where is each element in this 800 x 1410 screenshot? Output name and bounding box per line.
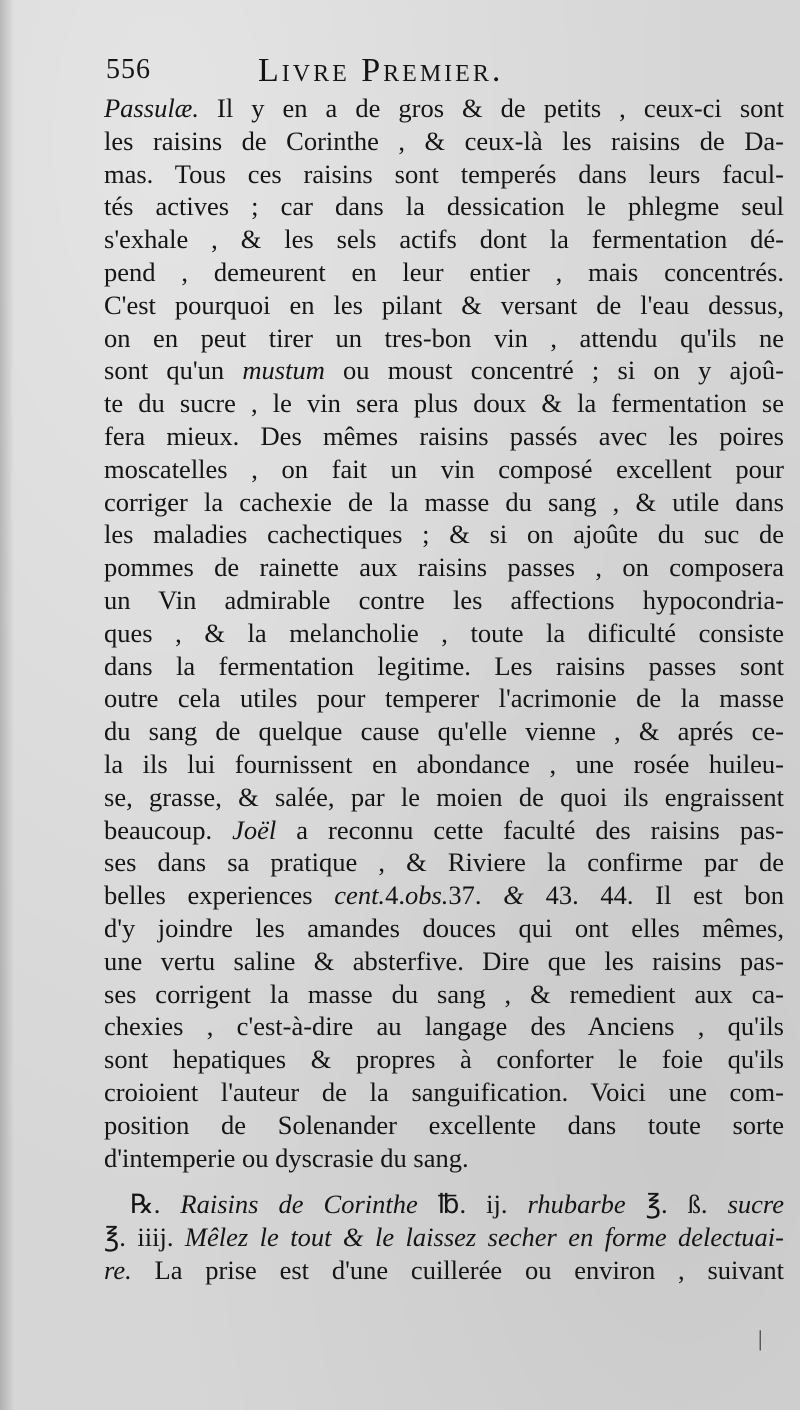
paragraph-line	[104, 92, 784, 125]
text-run: moscatelles , on fait un vin composé excellent pour	[104, 453, 784, 484]
text-run: cent.	[334, 880, 386, 911]
paragraph-line	[104, 289, 784, 322]
paragraph-line	[104, 617, 784, 650]
text-run: les raisins de Corinthe , & ceux-là les raisins de Da-	[104, 125, 784, 156]
text-run: sont hepatiques & propres à conforter le foie qu'ils	[104, 1044, 784, 1075]
paragraph-line	[104, 584, 784, 617]
text-run: Raisins de Corinthe	[180, 1189, 418, 1220]
paragraph-line	[104, 486, 784, 519]
text-run: dans la fermentation legitime. Les raisins passes sont	[104, 650, 784, 681]
text-run: fera mieux. Des mêmes raisins passés avec les poires	[104, 420, 784, 451]
text-run: on en peut tirer un tres-bon vin , attendu qu'ils ne	[104, 322, 784, 353]
text-run: la ils lui fournissent en abondance , une rosée huileu-	[104, 748, 784, 779]
text-run: d'intemperie ou dyscrasie du sang.	[104, 1142, 469, 1173]
text-run: tés actives ; car dans la dessication le phlegme seul	[104, 191, 784, 222]
text-run: Il y en a de gros & de petits , ceux-ci sont	[198, 93, 784, 123]
paragraph-line	[104, 1109, 784, 1142]
text-run: Mêlez le tout & le laissez secher en forme delectuai-	[184, 1222, 784, 1253]
paragraph-line	[104, 354, 784, 387]
paragraph-line	[104, 781, 784, 814]
paragraph-line	[104, 846, 784, 879]
paragraph-line	[104, 420, 784, 453]
text-run: Passulæ.	[104, 93, 199, 123]
paragraph-line	[104, 158, 784, 191]
text-run: croioient l'auteur de la sanguification. Voici une com-	[104, 1076, 784, 1107]
text-run: chexies , c'est-à-dire au langage des Anciens , qu'ils	[104, 1011, 784, 1042]
body-text	[104, 92, 784, 1287]
text-run: beaucoup.	[104, 814, 233, 845]
text-run: d'y joindre les amandes douces qui ont elles mêmes,	[104, 912, 784, 943]
paragraph-line	[104, 1076, 784, 1109]
text-run: ou moust concentré ; si on y ajoû-	[324, 355, 784, 386]
paragraph-line	[104, 682, 784, 715]
text-run: du sang de quelque cause qu'elle vienne , & aprés ce-	[104, 716, 784, 747]
running-title: Livre Premier.	[258, 52, 504, 89]
text-run: re.	[104, 1254, 132, 1285]
text-run: un Vin admirable contre les affections hypocondria-	[104, 584, 784, 615]
text-run: ques , & la melancholie , toute la dificulté consiste	[104, 617, 784, 648]
text-run: ℔. ij.	[417, 1189, 528, 1220]
paragraph-line	[104, 223, 784, 256]
text-run: belles experiences	[104, 880, 335, 911]
paragraph-line	[104, 518, 784, 551]
recipe-line	[104, 1188, 784, 1221]
paragraph-line	[104, 1010, 784, 1043]
text-run: 37.	[448, 880, 504, 911]
text-run: &	[503, 880, 524, 911]
paragraph-line	[104, 125, 784, 158]
text-run: mas. Tous ces raisins sont temperés dans leurs facul-	[104, 158, 784, 189]
text-run: ℥. ß.	[625, 1189, 728, 1220]
paragraph-line	[104, 879, 784, 912]
text-run: s'exhale , & les sels actifs dont la fermentation dé-	[104, 224, 784, 255]
text-run: une vertu saline & absterfive. Dire que les raisins pas-	[104, 945, 784, 976]
paragraph-line	[104, 322, 784, 355]
paragraph-line	[104, 650, 784, 683]
paragraph-line	[104, 551, 784, 584]
paragraph-line	[104, 978, 784, 1011]
text-run: 4.	[385, 880, 405, 911]
gutter-shadow	[0, 0, 14, 1410]
text-run: a reconnu cette faculté des raisins pas-	[276, 814, 784, 845]
text-run: C'est pourquoi en les pilant & versant de l'eau dessus,	[104, 289, 784, 320]
text-run: te du sucre , le vin sera plus doux & la fermentation se	[104, 388, 784, 419]
text-run: ses corrigent la masse du sang , & remedient aux ca-	[104, 978, 784, 1009]
text-run: position de Solenander excellente dans toute sorte	[104, 1109, 784, 1140]
text-run: sont qu'un	[104, 355, 243, 386]
text-run: sucre	[727, 1189, 784, 1220]
recipe-paragraph	[104, 1188, 784, 1286]
text-run: ℥. iiij.	[104, 1222, 185, 1253]
paragraph-line	[104, 190, 784, 223]
text-run: 43. 44. Il est bon	[523, 880, 784, 911]
paragraph-line	[104, 387, 784, 420]
running-head	[106, 52, 796, 92]
text-run: se, grasse, & salée, par le moien de quoi ils engraissent	[104, 781, 784, 812]
text-run: outre cela utiles pour temperer l'acrimonie de la masse	[104, 683, 784, 714]
text-run: rhubarbe	[527, 1189, 626, 1220]
paragraph-line	[104, 945, 784, 978]
text-run: pend , demeurent en leur entier , mais concentrés.	[104, 256, 784, 287]
paragraph-line	[104, 256, 784, 289]
paragraph-line	[104, 912, 784, 945]
margin-mark: |	[758, 1326, 763, 1351]
paragraph-line	[104, 1142, 784, 1175]
paragraph-line	[104, 748, 784, 781]
text-run: obs.	[404, 880, 449, 911]
main-paragraph	[104, 92, 784, 1174]
text-run: ses dans sa pratique , & Riviere la confirme par de	[104, 847, 784, 878]
text-run: mustum	[242, 355, 325, 386]
page-number: 556	[106, 54, 151, 85]
paragraph-line	[104, 453, 784, 486]
text-run: Joël	[232, 814, 277, 845]
paragraph-line	[104, 1043, 784, 1076]
recipe-line	[104, 1221, 784, 1254]
text-run: les maladies cachectiques ; & si on ajoûte du suc de	[104, 519, 784, 550]
paragraph-line	[104, 814, 784, 847]
recipe-line	[104, 1254, 784, 1287]
text-run: ℞.	[130, 1189, 181, 1220]
text-run: pommes de rainette aux raisins passes , on composera	[104, 552, 784, 583]
text-run: corriger la cachexie de la masse du sang , & utile dans	[104, 486, 784, 517]
paragraph-line	[104, 715, 784, 748]
text-run: La prise est d'une cuillerée ou environ , suivant	[131, 1254, 784, 1285]
